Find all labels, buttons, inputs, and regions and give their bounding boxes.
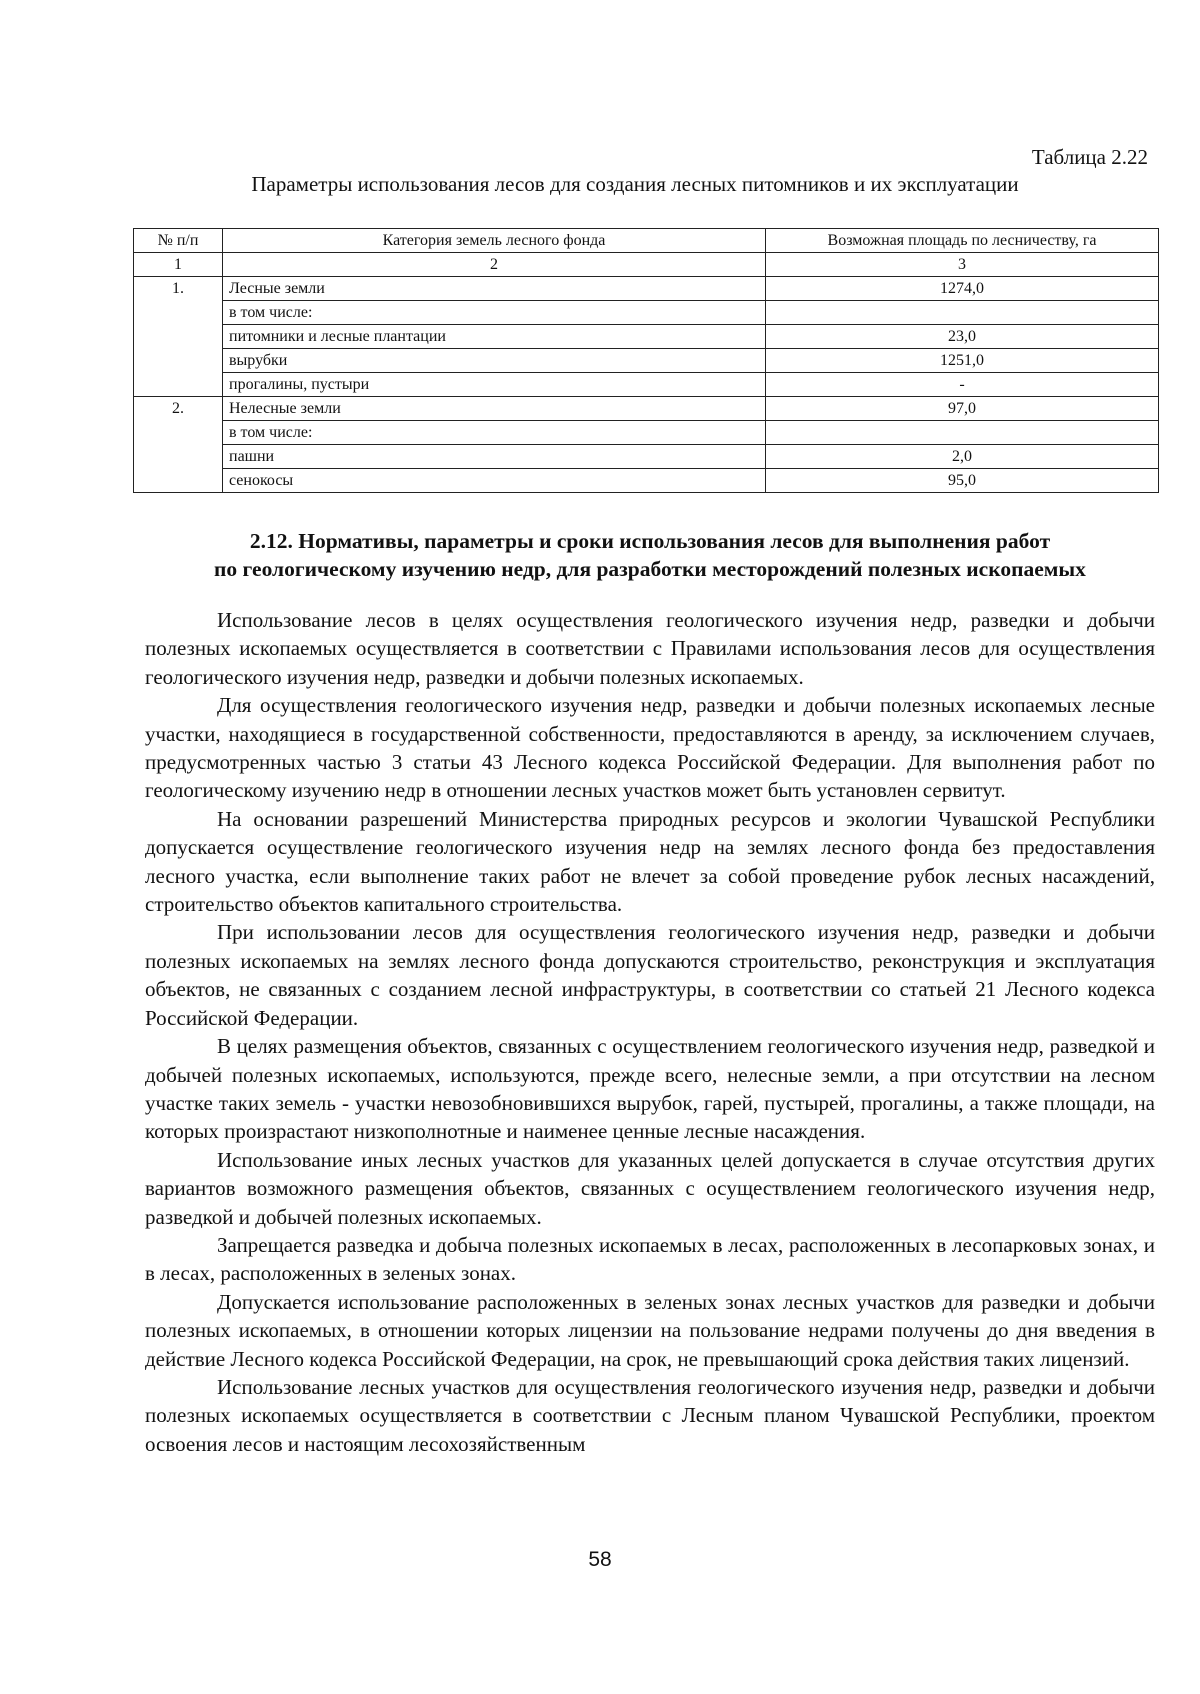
table-row	[134, 277, 1159, 301]
header-number: № п/п	[134, 229, 223, 253]
page-number: 58	[588, 1548, 612, 1571]
row-area	[766, 421, 1159, 445]
table-row	[134, 325, 1159, 349]
row-area: 1274,0	[766, 277, 1159, 301]
paragraph: Использование лесов в целях осуществления геологического изучения недр, разведки и добычи полезных ископаемых осуществляется в соответствии с Правилами использования лесов для осуществления геологического изучения недр, разведки и добычи полезных ископаемых.	[145, 608, 1155, 689]
row-number	[134, 421, 223, 445]
row-number	[134, 445, 223, 469]
table-row	[134, 445, 1159, 469]
row-category: прогалины, пустыри	[223, 373, 766, 397]
table-row	[134, 301, 1159, 325]
row-area: -	[766, 373, 1159, 397]
section-heading-line: по геологическому изучению недр, для разработки месторождений полезных ископаемых	[214, 557, 1086, 581]
row-category: Лесные земли	[223, 277, 766, 301]
paragraph: При использовании лесов для осуществления геологического изучения недр, разведки и добычи полезных ископаемых на землях лесного фонда допускаются строительство, реконструкция и эксплуатация объектов, не связанных с созданием лесной инфраструктуры, в соответствии со статьей 21 Лесного кодекса Российской Федерации.	[145, 920, 1155, 1030]
numbering-cell: 3	[766, 253, 1159, 277]
row-number: 1.	[134, 277, 223, 301]
row-number	[134, 349, 223, 373]
row-number	[134, 301, 223, 325]
paragraph: В целях размещения объектов, связанных с осуществлением геологического изучения недр, разведкой и добычей полезных ископаемых, используются, прежде всего, нелесные земли, а при отсутствии на лесном участке таких земель - участки невозобновившихся вырубок, гарей, пустырей, прогалины, а также площади, на которых произрастают низкополнотные и наименее ценные лесные насаждения.	[145, 1034, 1155, 1144]
row-area: 1251,0	[766, 349, 1159, 373]
paragraph: Использование иных лесных участков для указанных целей допускается в случае отсутствия других вариантов возможного размещения объектов, связанных с осуществлением геологического изучения недр, разведкой и добычей полезных ископаемых.	[145, 1147, 1155, 1229]
row-category: в том числе:	[223, 301, 766, 325]
row-category: Нелесные земли	[223, 397, 766, 421]
table-numbering-row	[134, 253, 1159, 277]
body-text	[145, 606, 1155, 1458]
header-category: Категория земель лесного фонда	[223, 229, 766, 253]
row-category: сенокосы	[223, 469, 766, 493]
row-area: 97,0	[766, 397, 1159, 421]
table-row	[134, 373, 1159, 397]
section-heading	[145, 527, 1155, 583]
parameters-table	[133, 228, 1159, 493]
table-header-row	[134, 229, 1159, 253]
table-row	[134, 421, 1159, 445]
row-area: 2,0	[766, 445, 1159, 469]
table-row	[134, 469, 1159, 493]
row-number: 2.	[134, 397, 223, 421]
row-category: вырубки	[223, 349, 766, 373]
section-heading-line: 2.12. Нормативы, параметры и сроки использования лесов для выполнения работ	[249, 529, 1051, 553]
numbering-cell: 1	[134, 253, 223, 277]
row-category: пашни	[223, 445, 766, 469]
numbering-cell: 2	[223, 253, 766, 277]
row-category: питомники и лесные плантации	[223, 325, 766, 349]
table-row	[134, 397, 1159, 421]
row-number	[134, 373, 223, 397]
paragraph: Использование лесных участков для осуществления геологического изучения недр, разведки и добычи полезных ископаемых осуществляется в соответствии с Лесным планом Чувашской Республики, проектом освоения лесов и настоящим лесохозяйственным	[145, 1374, 1155, 1456]
table-row	[134, 349, 1159, 373]
header-area: Возможная площадь по лесничеству, га	[766, 229, 1159, 253]
row-category: в том числе:	[223, 421, 766, 445]
table-label: Таблица 2.22	[1031, 145, 1148, 169]
row-area	[766, 301, 1159, 325]
row-area: 23,0	[766, 325, 1159, 349]
table-title: Параметры использования лесов для создания лесных питомников и их эксплуатации	[251, 172, 1019, 196]
row-number	[134, 325, 223, 349]
paragraph: Запрещается разведка и добыча полезных ископаемых в лесах, расположенных в лесопарковых зонах, и в лесах, расположенных в зеленых зонах.	[145, 1232, 1155, 1286]
paragraph: Для осуществления геологического изучения недр, разведки и добычи полезных ископаемых лесные участки, находящиеся в государственной собственности, предоставляются в аренду, за исключением случаев, предусмотренных частью 3 статьи 43 Лесного кодекса Российской Федерации. Для выполнения работ по геологическому изучению недр в отношении лесных участков может быть установлен сервитут.	[145, 693, 1155, 803]
paragraph: На основании разрешений Министерства природных ресурсов и экологии Чувашской Республики допускается осуществление геологического изучения недр на землях лесного фонда без предоставления лесного участка, если выполнение таких работ не влечет за собой проведение рубок лесных насаждений, строительство объектов капитального строительства.	[145, 806, 1155, 917]
row-number	[134, 469, 223, 493]
paragraph: Допускается использование расположенных в зеленых зонах лесных участков для разведки и добычи полезных ископаемых, в отношении которых лицензии на пользование недрами получены до дня введения в действие Лесного кодекса Российской Федерации, на срок, не превышающий срока действия таких лицензий.	[145, 1289, 1155, 1371]
row-area: 95,0	[766, 469, 1159, 493]
